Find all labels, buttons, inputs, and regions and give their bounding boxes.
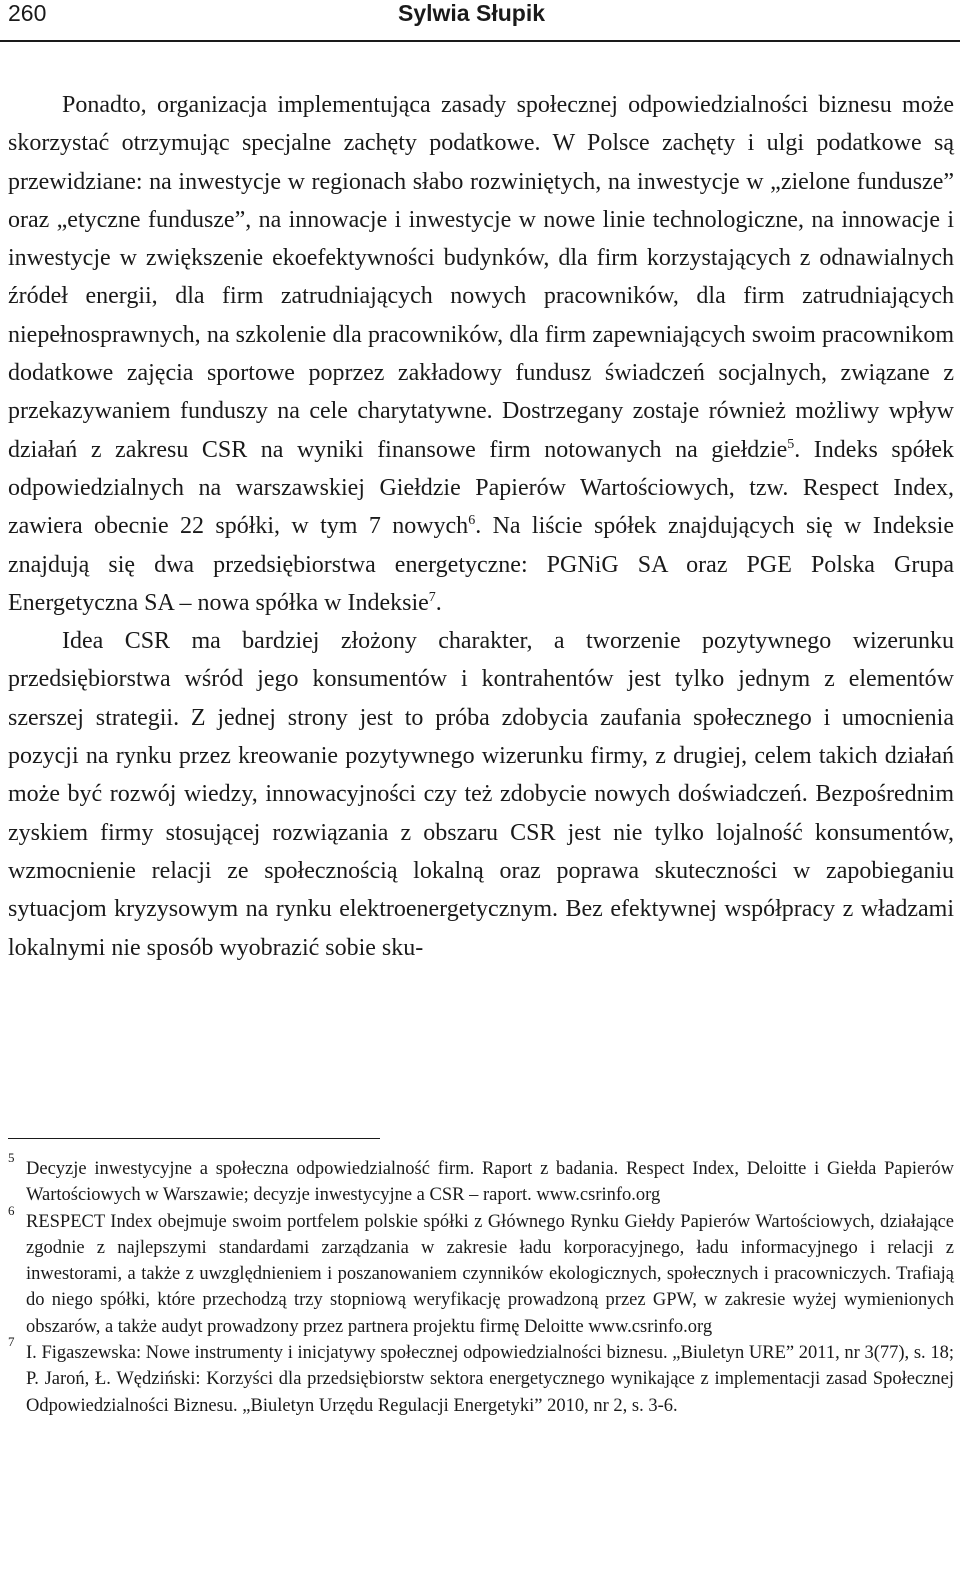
- footnote-number: 6: [8, 1202, 15, 1218]
- footnote-ref-6[interactable]: 6: [468, 513, 476, 529]
- paragraph-1-text-c: . Na liście spółek znajdujących się w Indeksie znajdują się dwa przedsiębiorstwa energetyczne: PGNiG SA oraz PGE Polska Grupa Energetyczna SA – nowa spółka w Indeksie: [8, 513, 954, 616]
- footnote-ref-5[interactable]: 5: [787, 436, 795, 452]
- footnote-number: 5: [8, 1150, 15, 1165]
- footnote-text: Decyzje inwestycyjne a społeczna odpowiedzialność firm. Raport z badania. Respect Index, Deloitte i Giełda Papierów Wartościowych w Warszawie; decyzje inwestycyjne a CSR – raport. www.csrinfo.org: [26, 1159, 954, 1206]
- paragraph-1-text-a: Ponadto, organizacja implementująca zasady społecznej odpowiedzialności biznesu może skorzystać otrzymując specjalne zachęty podatkowe. W Polsce zachęty i ulgi podatkowe są przewidziane: na inwestycje w regionach słabo rozwiniętych, na inwestycje w „zielone fundusze” oraz „etyczne fundusze”, na innowacje i inwestycje w nowe linie technologiczne, na innowacje i inwestycje w zwiększenie ekoefektywności budynków, dla firm korzystających z odnawialnych źródeł energii, dla firm zatrudniających nowych pracowników, dla firm zatrudniających niepełnosprawnych, na szkolenie dla pracowników, dla firm zapewniających swoim pracownikom dodatkowe zajęcia sportowe poprzez zakładowy fundusz świadczeń socjalnych, związane z przekazywaniem funduszy na cele charytatywne. Dostrzegany zostaje również możliwy wpływ działań z zakresu CSR na wyniki finansowe firm notowanych na giełdzie: [8, 92, 954, 463]
- footnote-text: I. Figaszewska: Nowe instrumenty i inicjatywy społecznej odpowiedzialności biznesu. „Biuletyn URE” 2011, nr 3(77), s. 18; P. Jaroń, Ł. Wędziński: Korzyści dla przedsiębiorstw sektora energetycznego wynikające z implementacji zasad Społecznej Odpowiedzialności Biznesu. „Biuletyn Urzędu Regulacji Energetyki” 2010, nr 2, s. 3-6.: [26, 1343, 954, 1416]
- footnote-5: [8, 1150, 954, 1209]
- footnote-ref-7[interactable]: 7: [428, 589, 436, 605]
- paragraph-1: [8, 86, 954, 622]
- paragraph-2: Idea CSR ma bardziej złożony charakter, a tworzenie pozytywnego wizerunku przedsiębiorstwa wśród jego konsumentów i kontrahentów jest tylko jednym z elementów szerszej strategii. Z jednej strony jest to próba zdobycia zaufania społecznego i umocnienia pozycji na rynku przez kreowanie pozytywnego wizerunku firmy, z drugiej, celem takich działań może być rozwój wiedzy, innowacyjności czy też zdobycie nowych doświadczeń. Bezpośrednim zyskiem firmy stosującej rozwiązania z obszaru CSR jest nie tylko lojalność konsumentów, wzmocnienie relacji ze społecznością lokalną oraz poprawa skuteczności w zapobieganiu sytuacjom kryzysowym na rynku elektroenergetycznym. Bez efektywnej współpracy z władzami lokalnymi nie sposób wyobrazić sobie sku-: [8, 628, 954, 961]
- footnote-separator: [8, 1138, 380, 1139]
- page-header: [0, 0, 960, 42]
- footnote-number: 7: [8, 1334, 15, 1350]
- paragraph-1-text-d: .: [435, 589, 442, 616]
- footnote-7: [8, 1334, 954, 1419]
- footnote-6: [8, 1202, 954, 1340]
- running-head-author: Sylwia Słupik: [398, 0, 545, 26]
- footnote-text: RESPECT Index obejmuje swoim portfelem polskie spółki z Głównego Rynku Giełdy Papierów Wartościowych, działające zgodnie z najlepszymi standardami zarządzania w zakresie ładu korporacyjnego, ładu informacyjnego i relacji z inwestorami, a także z uwzględnieniem i poszanowaniem czynników ekologicznych, społecznych i pracowniczych. Trafiają do niego spółki, które przechodzą trzy stopniową weryfikację prowadzoną przez GPW, w zakresie wyżej wymienionych obszarów, a także audyt prowadzony przez partnera projektu firmę Deloitte www.csrinfo.org: [26, 1211, 954, 1337]
- paragraph-1-text-b: . Indeks spółek odpowiedzialnych na warszawskiej Giełdzie Papierów Wartościowych, tzw. Respect Index, zawiera obecnie 22 spółki, w tym 7 nowych: [8, 436, 954, 540]
- page-number: 260: [8, 0, 47, 26]
- main-text: [8, 86, 954, 967]
- footnotes: [8, 1138, 954, 1419]
